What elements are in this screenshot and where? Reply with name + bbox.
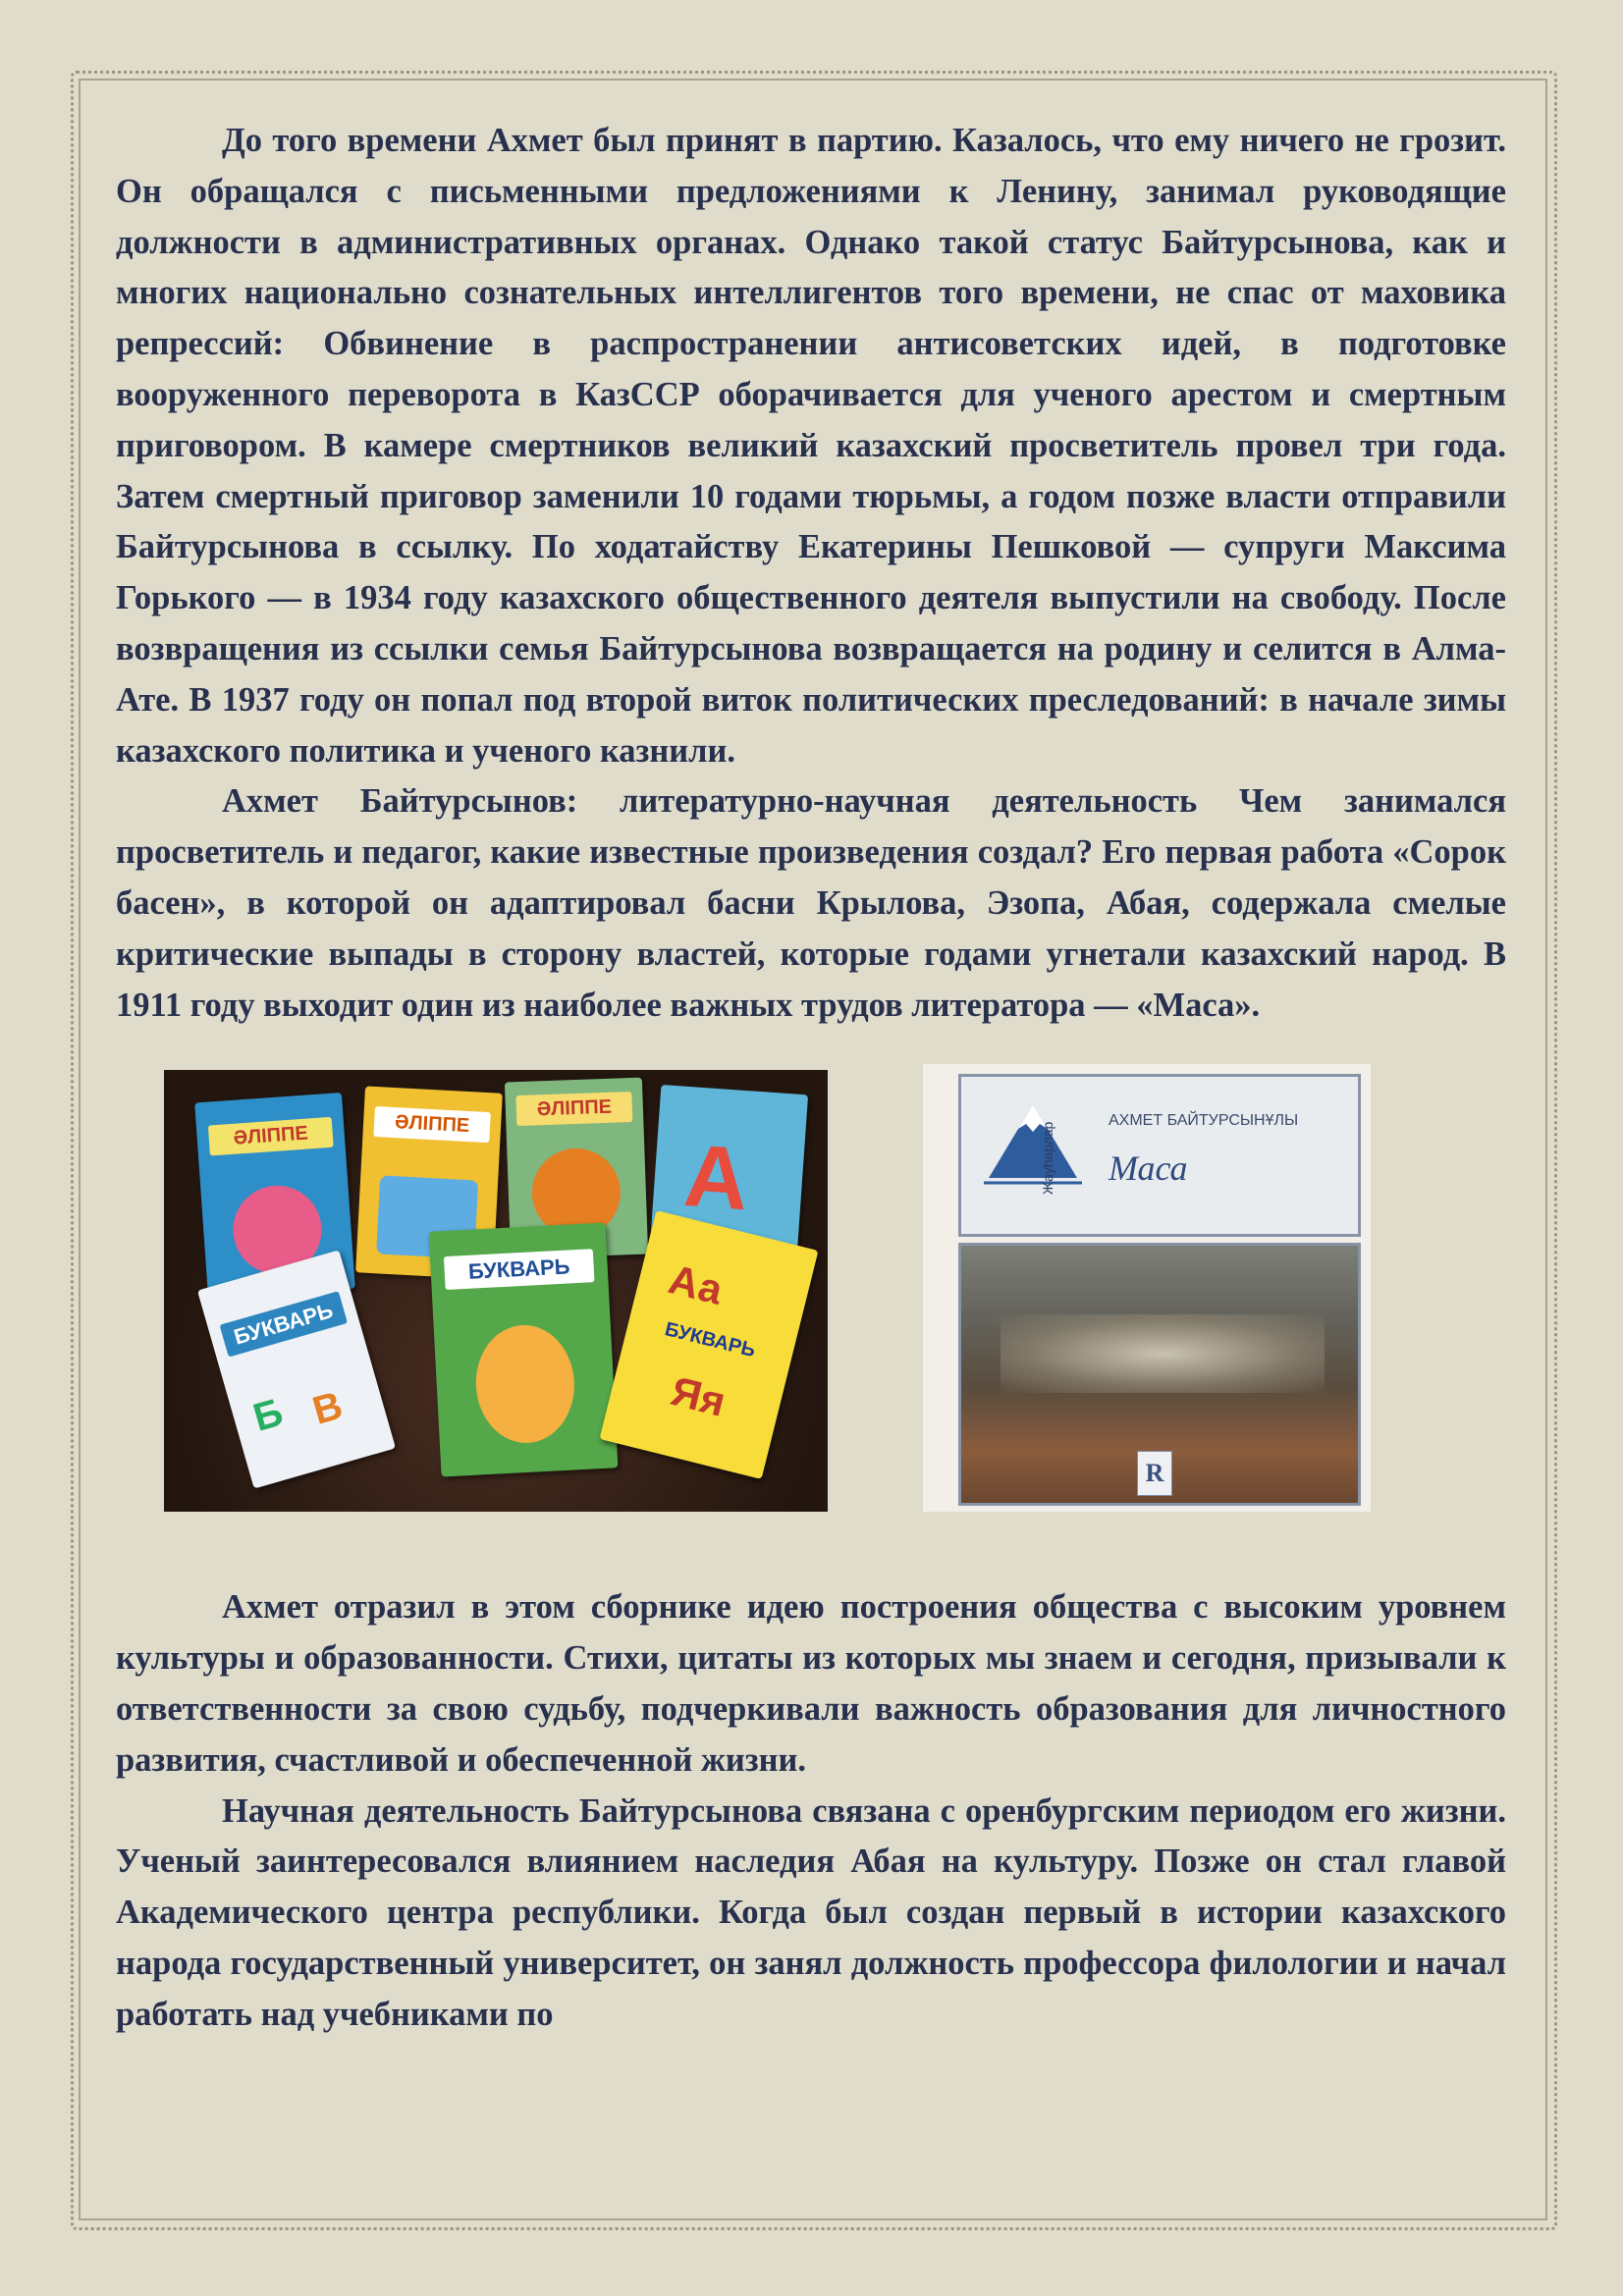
paragraph-collection-ideas: Ахмет отразил в этом сборнике идею построения общества с высоким уровнем культуры и образованности. Стихи, цитаты из которых мы знаем и сегодня, призывали к ответственности за свою судьбу, подчеркивали важность образования для личностного развития, счастливой и обеспеченной жизни. [116, 1588, 1506, 1779]
book-title: БУКВАРЬ [662, 1318, 758, 1362]
book-letter: А [680, 1127, 752, 1230]
book-title: БУКВАРЬ [444, 1250, 594, 1291]
book-letter: Яя [667, 1367, 730, 1426]
figures-row [116, 1054, 1506, 1545]
mountain-logo-icon [979, 1085, 1087, 1196]
book-illustration [473, 1323, 577, 1446]
paragraph-scientific-activity: Научная деятельность Байтурсынова связана с оренбургским периодом его жизни. Ученый заинтересовался влиянием наследия Абая на культуру. Позже он стал главой Академического центра республики. Когда был создан первый в истории казахского народа государственный университет, он занял должность профессора филологии и начал работать над учебниками по [116, 1791, 1506, 2033]
photo-maca-cover [923, 1064, 1371, 1512]
book-letter: В [307, 1384, 348, 1434]
book-bukvar-green [429, 1223, 619, 1477]
cover-title: Маса [1109, 1148, 1188, 1189]
book-letter: Аа [664, 1255, 728, 1314]
paragraph-literary-activity: Ахмет Байтурсынов: литературно-научная деятельность Чем занимался просветитель и педагог, какие известные произведения создал? Его первая работа «Сорок басен», в которой он адаптировал басни Крылова, Эзопа, Абая, содержала смелые критические выпады в сторону властей, которые годами угнетали казахский народ. В 1911 году выходит один из наиболее важных трудов литератора — «Маса». [116, 782, 1506, 1024]
book-letter: Б [248, 1390, 289, 1441]
cover-title-panel [958, 1074, 1361, 1237]
paragraph-repressions: До того времени Ахмет был принят в партию. Казалось, что ему ничего не грозит. Он обращался с письменными предложениями к Ленину, занимал руководящие должности в административных органах. Однако такой статус Байтурсынова, как и многих национально сознательных интеллигентов того времени, не спас от маховика репрессий: Обвинение в распространении антисоветских идей, в подготовке вооруженного переворота в КазССР оборачивается для ученого арестом и смертным приговором. В камере смертников великий казахский просветитель провел три года. Затем смертный приговор заменили 10 годами тюрьмы, а годом позже власти отправили Байтурсынова в ссылку. По ходатайству Екатерины Пешковой — супруги Максима Горького — в 1934 году казахского общественного деятеля выпустили на свободу. После возвращения из ссылки семья Байтурсынова возвращается на родину и селится в Алма-Ате. В 1937 году он попал под второй виток политических преследований: в начале зимы казахского политика и ученого казнили. [116, 122, 1506, 770]
cover-series: Жауһарлар [1040, 1122, 1055, 1196]
publisher-mark: R [1137, 1451, 1172, 1496]
book-title: ӘЛІППЕ [374, 1106, 491, 1143]
document-page [116, 116, 1506, 2041]
painting-figures [1001, 1314, 1325, 1393]
book-title: ӘЛІППЕ [208, 1117, 334, 1156]
photo-textbooks [164, 1070, 828, 1512]
book-title: ӘЛІППЕ [516, 1092, 633, 1126]
book-title: БУКВАРЬ [220, 1291, 348, 1357]
cover-author: АХМЕТ БАЙТУРСЫНҰЛЫ [1109, 1112, 1299, 1130]
